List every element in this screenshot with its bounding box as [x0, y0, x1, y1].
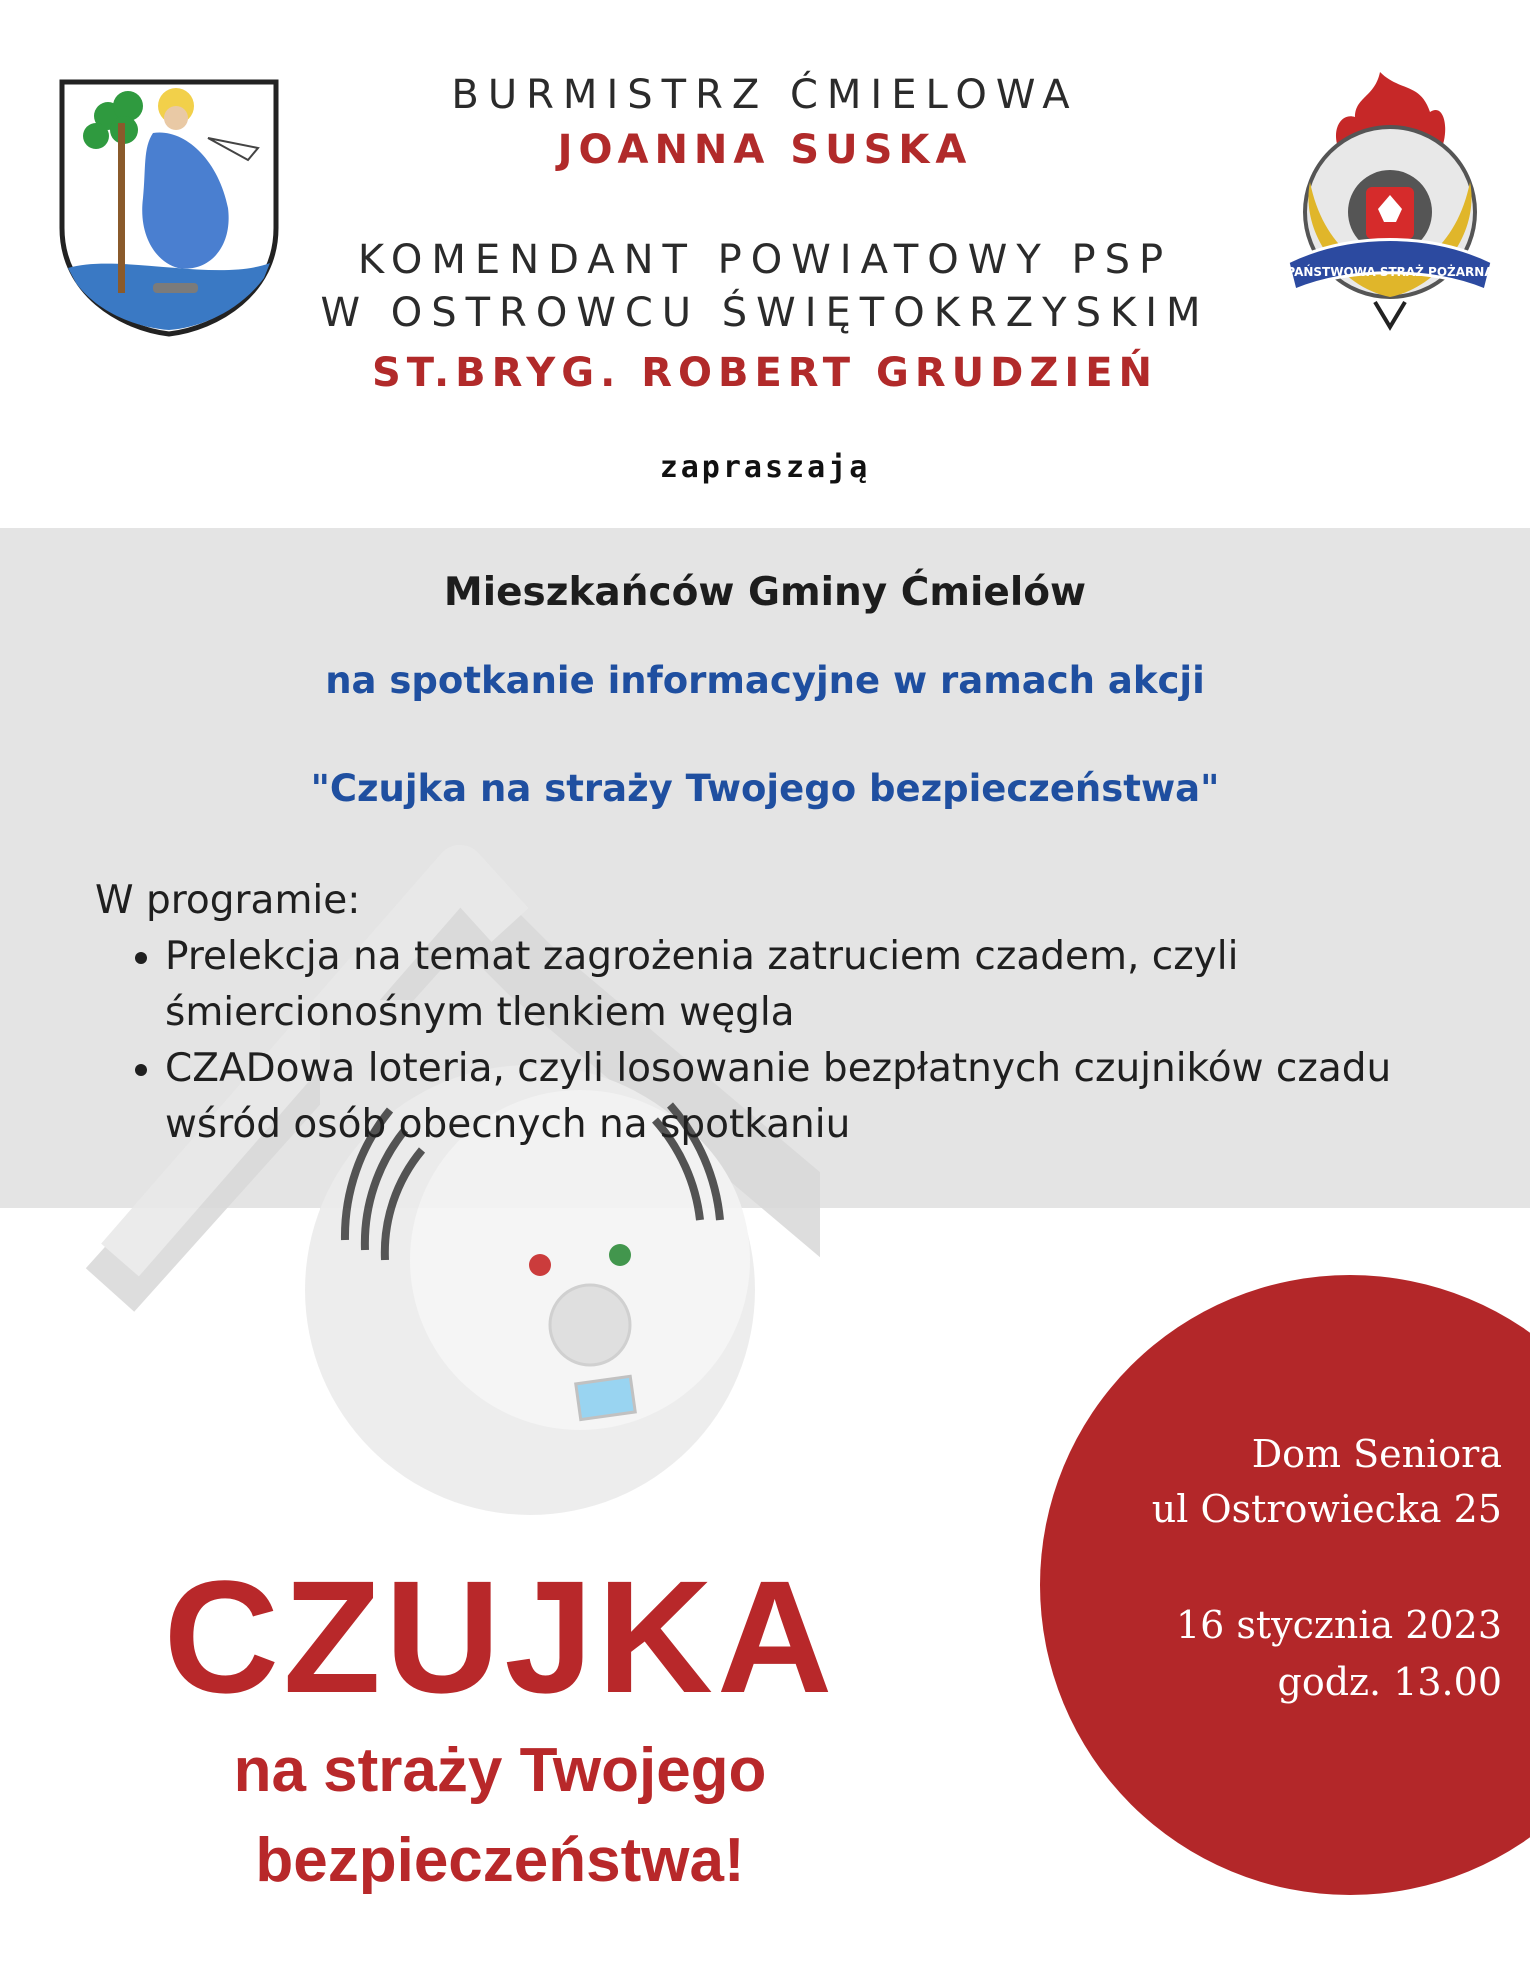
audience-line: Mieszkańców Gminy Ćmielów — [443, 570, 1087, 615]
occasion-line: na spotkanie informacyjne w ramach akcji — [325, 659, 1205, 702]
program-list — [95, 929, 1475, 1153]
event-info-circle — [1040, 1275, 1530, 1895]
header-commander-title: KOMENDANT POWIATOWY PSP — [357, 237, 1173, 283]
slogan-line-1: na straży Twojego — [233, 1736, 767, 1805]
program-heading: W programie: — [95, 878, 361, 923]
header-mayor-name: JOANNA SUSKA — [557, 127, 973, 173]
event-address: ul Ostrowiecka 25 — [1151, 1487, 1502, 1531]
event-date: 16 stycznia 2023 — [1175, 1603, 1502, 1647]
event-time: godz. 13.00 — [1277, 1660, 1502, 1704]
header-commander-unit: W OSTROWCU ŚWIĘTOKRZYSKIM — [320, 290, 1210, 336]
campaign-name: "Czujka na straży Twojego bezpieczeństwa" — [310, 767, 1220, 810]
program-item: • Prelekcja na temat zagrożenia zatruciem czadem, czyli śmiercionośnym tlenkiem węgla — [165, 929, 1475, 1041]
program-section — [95, 873, 1475, 1153]
psp-badge-text: PAŃSTWOWA STRAŻ POŻARNA — [1286, 265, 1494, 279]
invite-word: zapraszają — [659, 450, 871, 485]
event-place: Dom Seniora — [1251, 1432, 1502, 1476]
slogan-line-2: bezpieczeństwa! — [255, 1826, 745, 1895]
header-mayor-title: BURMISTRZ ĆMIELOWA — [451, 72, 1079, 118]
program-item: • CZADowa loteria, czyli losowanie bezpłatnych czujników czadu wśród osób obecnych na spotkaniu — [165, 1041, 1475, 1153]
slogan-title: CZUJKA — [163, 1547, 837, 1726]
header-commander-name: ST.BRYG. ROBERT GRUDZIEŃ — [371, 350, 1159, 396]
